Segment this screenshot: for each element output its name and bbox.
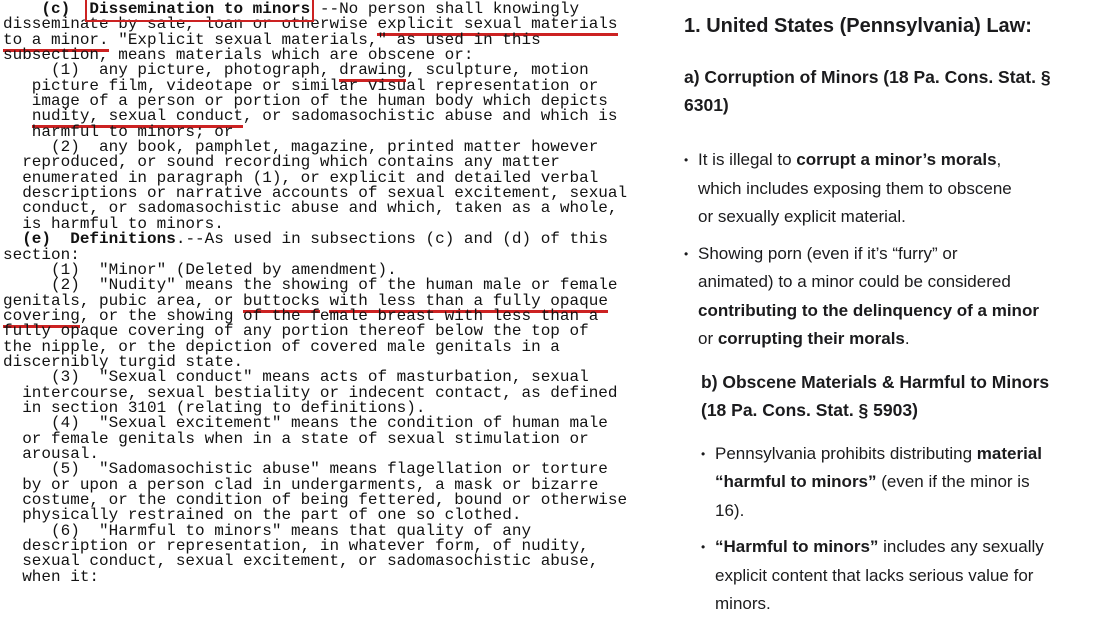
bullet-dot-icon: • — [701, 540, 706, 554]
bullet-line: contributing to the delinquency of a minor — [698, 300, 1039, 320]
statute-line: harmful to minors; or — [3, 122, 234, 141]
statute-line: disseminate by sale, loan or otherwise explicit sexual materials — [3, 17, 658, 32]
statute-line: (2) any book, pamphlet, magazine, printed matter however — [3, 138, 599, 157]
red-box-annotation: Dissemination to minors — [89, 0, 311, 18]
statute-line: image of a person or portion of the human body which depicts — [3, 92, 608, 111]
red-underline-annotation: drawing — [339, 61, 406, 82]
statute-line: (2) "Nudity" means the showing of the human male or female — [3, 276, 618, 295]
bullet-dot-icon: • — [684, 153, 689, 167]
bullet-line: “Harmful to minors” includes any sexually — [715, 537, 1044, 556]
red-underline-annotation: to a minor. — [3, 31, 109, 52]
statute-line: when it: — [3, 567, 100, 586]
statute-line: sexual conduct, sexual excitement, or sadomasochistic abuse, — [3, 552, 599, 571]
red-underline-annotation: with less than a fully opaque — [329, 292, 607, 313]
notes-sections — [684, 63, 1117, 619]
red-underline-annotation: buttocks — [243, 292, 320, 313]
bullet-line: Showing porn (even if it’s “furry” or — [698, 243, 958, 263]
statute-line: description or representation, in whatever form, of nudity, — [3, 537, 589, 556]
statute-line: picture film, videotape or similar visual representation or — [3, 76, 599, 95]
bullet-line: animated) to a minor could be considered — [698, 272, 1011, 291]
statute-document — [3, 2, 658, 585]
section-heading-line: 6301) — [684, 95, 729, 115]
statute-line: section: — [3, 245, 80, 264]
bold-text: (e) — [22, 230, 52, 249]
bullet-item — [684, 146, 1117, 232]
bullet-line: explicit content that lacks serious value for — [715, 565, 1034, 585]
statute-line: (e) Definitions.--As used in subsections (c) and (d) of this — [22, 230, 608, 249]
red-underline-annotation: explicit sexual materials — [377, 15, 617, 36]
statute-line: (1) any picture, photograph, drawing, sculpture, motion — [3, 63, 658, 78]
statute-line: physically restrained on the part of one so clothed. — [3, 506, 522, 525]
bullet-line: minors. — [715, 594, 771, 613]
statute-line: (4) "Sexual excitement" means the condition of human male — [3, 414, 608, 433]
statute-line: (3) "Sexual conduct" means acts of masturbation, sexual — [3, 368, 589, 387]
bullet-dot-icon: • — [701, 446, 706, 461]
section-heading-line: b) Obscene Materials & Harmful to Minors — [701, 371, 1050, 392]
statute-line: enumerated in paragraph (1), or explicit and detailed verbal — [3, 168, 599, 187]
section-heading-line: (18 Pa. Cons. Stat. § 5903) — [701, 399, 918, 420]
statute-line: subsection, means materials which are obscene or: — [3, 46, 474, 65]
bullet-item — [701, 440, 1117, 526]
statute-line: nudity, sexual conduct, or sadomasochistic abuse and which is — [3, 109, 658, 124]
notes-section — [684, 63, 1117, 354]
statute-line: arousal. — [3, 444, 100, 463]
section-heading — [684, 63, 1117, 119]
bullet-line: Pennsylvania prohibits distributing material — [715, 443, 1042, 463]
section-heading-line: a) Corruption of Minors (18 Pa. Cons. Stat. § — [684, 67, 1051, 87]
statute-line: or female genitals when in a state of sexual stimulation or — [3, 429, 589, 448]
bold-text: (c) — [41, 0, 71, 18]
statute-line: the nipple, or the depiction of covered male genitals in a — [3, 337, 560, 356]
bullet-line: “harmful to minors” (even if the minor is — [715, 472, 1030, 491]
statute-line: (5) "Sadomasochistic abuse" means flagellation or torture — [3, 460, 608, 479]
statute-line: fully opaque covering of any portion thereof below the top of — [3, 322, 589, 341]
statute-line: covering, or the showing of the female breast with less than a — [3, 309, 658, 324]
statute-line: (c) Dissemination to minors --No person shall knowingly — [41, 0, 580, 18]
notes-section — [684, 368, 1117, 619]
bullet-line: or corrupting their morals. — [698, 329, 910, 348]
red-underline-annotation: covering — [3, 307, 80, 328]
red-underline-annotation: nudity, sexual conduct — [32, 107, 243, 128]
statute-line: descriptions or narrative accounts of sexual excitement, sexual — [3, 184, 628, 203]
bold-text: Definitions — [70, 230, 176, 249]
section-heading — [701, 368, 1117, 424]
statute-line: in section 3101 (relating to definitions). — [3, 398, 426, 417]
bullet-item — [701, 533, 1117, 619]
statute-line: to a minor. "Explicit sexual materials," as used in this — [3, 33, 658, 48]
statute-line: reproduced, or sound recording which contains any matter — [3, 153, 560, 172]
statute-line: intercourse, sexual bestiality or indecent contact, as defined — [3, 383, 618, 402]
notes-title: 1. United States (Pennsylvania) Law: — [684, 15, 1032, 37]
statute-line: (1) "Minor" (Deleted by amendment). — [3, 260, 397, 279]
bullet-line: It is illegal to corrupt a minor’s morals, — [698, 150, 1002, 169]
legal-notes-panel — [684, 0, 1117, 619]
bullet-line: or sexually explicit material. — [698, 207, 906, 226]
statute-line: costume, or the condition of being fettered, bound or otherwise — [3, 491, 628, 509]
statute-line: by or upon a person clad in undergarments, a mask or bizarre — [3, 475, 599, 494]
bullet-item — [684, 240, 1117, 354]
statute-line: (6) "Harmful to minors" means that quality of any — [3, 521, 532, 540]
statute-line: is harmful to minors. — [3, 214, 224, 233]
bullet-line: which includes exposing them to obscene — [698, 178, 1012, 198]
statute-line: genitals, pubic area, or buttocks with less than a fully opaque — [3, 294, 658, 309]
statute-line: conduct, or sadomasochistic abuse and which, taken as a whole, — [3, 199, 618, 218]
bullet-line: 16). — [715, 500, 745, 520]
statute-line: discernibly turgid state. — [3, 352, 244, 371]
bullet-dot-icon: • — [684, 246, 689, 261]
